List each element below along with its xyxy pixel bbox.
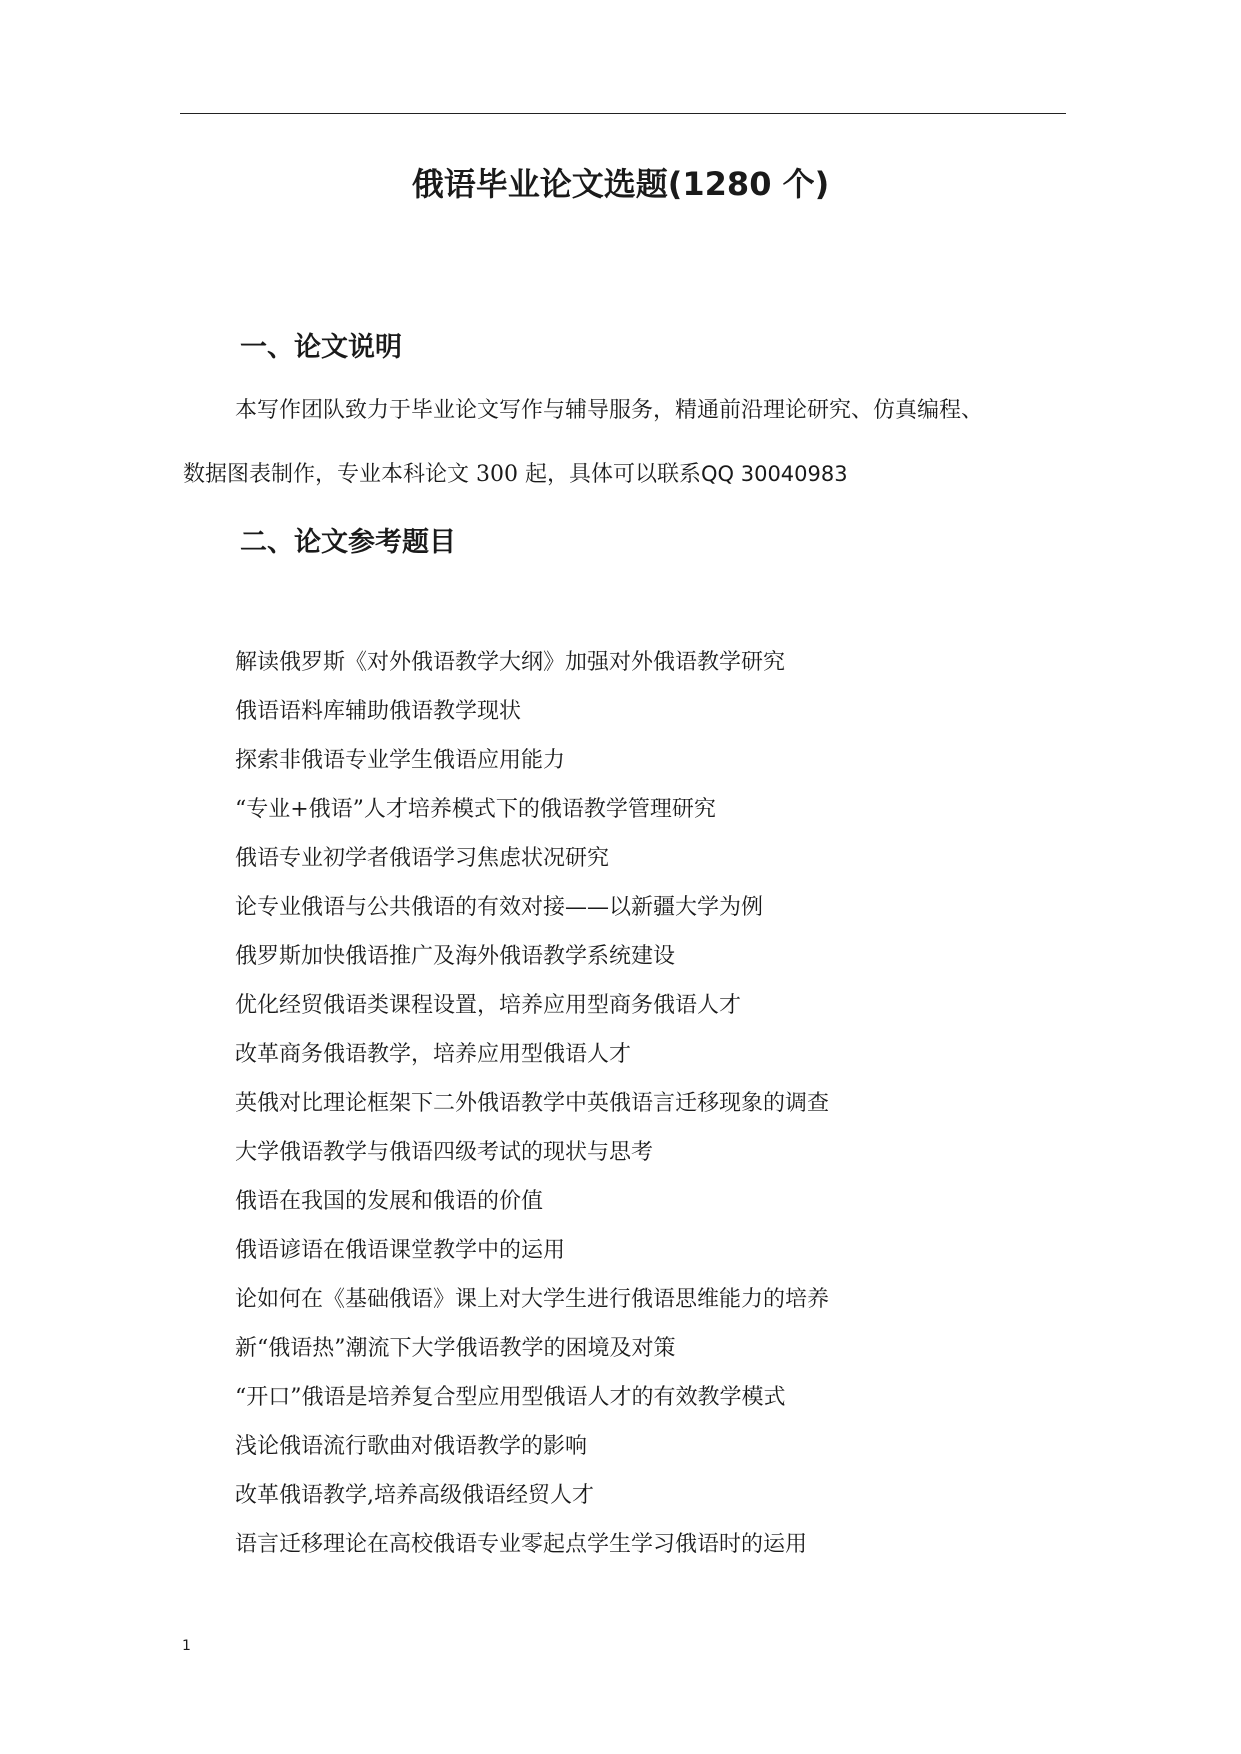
intro-paragraph-line-2 <box>183 459 1063 490</box>
topic-item: “开口”俄语是培养复合型应用型俄语人才的有效教学模式 <box>235 1385 786 1410</box>
topic-item: 大学俄语教学与俄语四级考试的现状与思考 <box>235 1140 654 1165</box>
topic-item: 俄语谚语在俄语课堂教学中的运用 <box>235 1238 566 1263</box>
topic-item: 论专业俄语与公共俄语的有效对接——以新疆大学为例 <box>235 895 764 920</box>
topic-item: 改革俄语教学,培养高级俄语经贸人才 <box>235 1483 594 1508</box>
document-title: 俄语毕业论文选题(1280 个) <box>411 165 830 203</box>
topic-item: “专业+俄语”人才培养模式下的俄语教学管理研究 <box>235 797 716 822</box>
topic-item: 语言迁移理论在高校俄语专业零起点学生学习俄语时的运用 <box>235 1532 808 1557</box>
section-heading-description: 一、论文说明 <box>240 332 402 363</box>
topic-item: 浅论俄语流行歌曲对俄语教学的影响 <box>235 1434 588 1459</box>
topic-item: 解读俄罗斯《对外俄语教学大纲》加强对外俄语教学研究 <box>235 650 786 675</box>
topic-item: 探索非俄语专业学生俄语应用能力 <box>235 748 566 773</box>
header-rule <box>180 113 1066 114</box>
topic-item: 新“俄语热”潮流下大学俄语教学的困境及对策 <box>235 1336 676 1361</box>
intro-paragraph-line-1: 本写作团队致力于毕业论文写作与辅导服务，精通前沿理论研究、仿真编程、 <box>235 398 984 423</box>
topic-item: 优化经贸俄语类课程设置，培养应用型商务俄语人才 <box>235 993 742 1018</box>
topic-item: 俄语在我国的发展和俄语的价值 <box>235 1189 544 1214</box>
topic-item: 俄语专业初学者俄语学习焦虑状况研究 <box>235 846 610 871</box>
section-heading-topics: 二、论文参考题目 <box>240 527 456 558</box>
topic-list <box>235 648 829 1579</box>
page-number: 1 <box>182 1638 191 1654</box>
topic-item: 俄语语料库辅助俄语教学现状 <box>235 699 522 724</box>
contact-qq: QQ 30040983 <box>700 462 848 486</box>
topic-item: 改革商务俄语教学，培养应用型俄语人才 <box>235 1042 632 1067</box>
intro-text: 数据图表制作，专业本科论文 300 起，具体可以联系 <box>183 462 701 487</box>
topic-item: 论如何在《基础俄语》课上对大学生进行俄语思维能力的培养 <box>235 1287 830 1312</box>
topic-item: 俄罗斯加快俄语推广及海外俄语教学系统建设 <box>235 944 676 969</box>
topic-item: 英俄对比理论框架下二外俄语教学中英俄语言迁移现象的调查 <box>235 1091 830 1116</box>
